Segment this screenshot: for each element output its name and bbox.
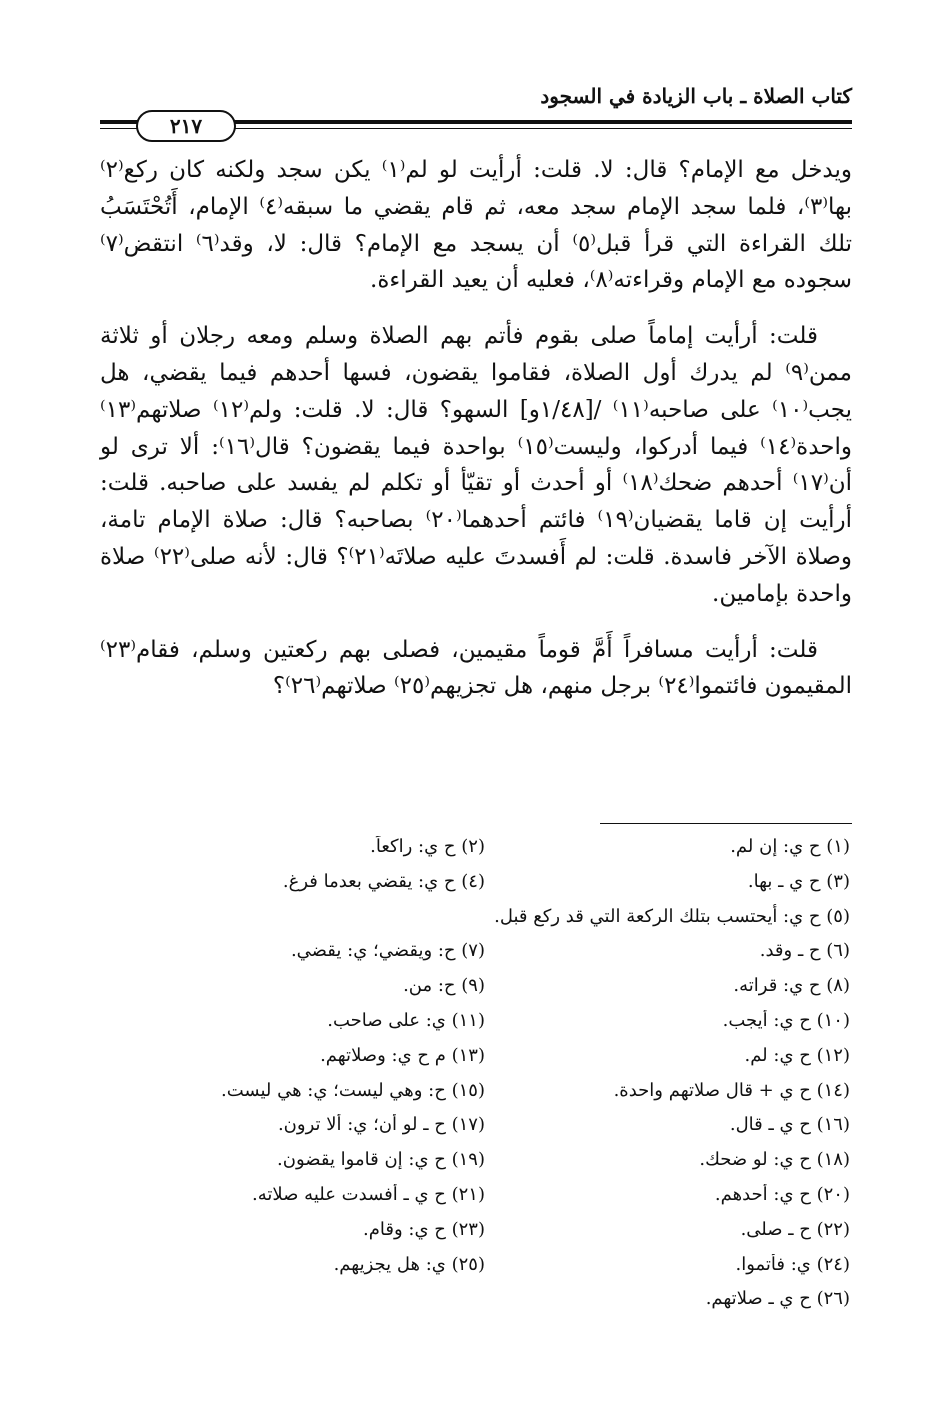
footnote: (١٦) ح ي ـ قال. (729, 1114, 850, 1136)
footnote: (٢٢) ح ـ صلى. (740, 1218, 850, 1240)
footnote-row (120, 1114, 850, 1149)
footnote: (٢٠) ح ي: أحدهم. (714, 1183, 850, 1205)
footnote: (١٥) ح: وهي ليست؛ ي: هي ليست. (221, 1079, 485, 1101)
paragraph-3: قلت: أرأيت مسافراً أَمَّ قوماً مقيمين، فصلى بهم ركعتين وسلم، فقام⁽٢٣⁾ المقيمون فائتموا⁽٢٤⁾ برجل منهم، هل تجزيهم⁽٢٥⁾ صلاتهم⁽٢٦⁾؟ (100, 636, 852, 700)
footnote-row (120, 871, 850, 906)
footnote-row (120, 940, 850, 975)
footnote: (٣) ح ي ـ بها. (747, 870, 850, 892)
paragraph-2: قلت: أرأيت إماماً صلى بقوم فأتم بهم الصلاة وسلم ومعه رجلان أو ثلاثة ممن⁽٩⁾ لم يدرك أول الصلاة، فقاموا يقضون، فسها أحدهم فيما يقضي، هل يجب⁽١٠⁾ على صاحبه⁽١١⁾ /[١/٤٨و] السهو؟ قال: لا. قلت: ولم⁽١٢⁾ صلاتهم⁽١٣⁾ واحدة⁽١٤⁾ فيما أدركوا، وليست⁽١٥⁾ بواحدة فيما يقضون؟ قال⁽١٦⁾: ألا ترى لو أن⁽١٧⁾ أحدهم ضحك⁽١٨⁾ أو أحدث أو تقيّأ أو تكلم لم يفسد على صاحبه. قلت: أرأيت إن قاما يقضيان⁽١٩⁾ فائتم أحدهما⁽٢٠⁾ بصاحبه؟ قال: صلاة الإمام تامة، وصلاة الآخر فاسدة. قلت: لم أَفسدتَ عليه صلاتَه⁽٢١⁾؟ قال: لأنه صلى⁽٢٢⁾ صلاة واحدة بإمامين. (100, 323, 853, 607)
footnote: (٦) ح ـ وقد. (759, 940, 850, 962)
footnote-separator (600, 823, 852, 824)
footnote: (١٨) ح ي: لو ضحك. (699, 1149, 850, 1171)
footnotes (120, 836, 850, 1323)
running-header (100, 78, 852, 138)
footnote: (٢) ح ي: راكعاً. (370, 836, 485, 857)
footnote: (٨) ح ي: قراته. (733, 975, 850, 997)
footnote: (٥) ح ي: أيحتسب بتلك الركعة التي قد ركع قبل. (494, 905, 850, 927)
footnote-row (120, 1184, 850, 1219)
header-title: كتاب الصلاة ـ باب الزيادة في السجود (540, 84, 852, 108)
paragraph-1: ويدخل مع الإمام؟ قال: لا. قلت: أرأيت لو لم⁽١⁾ يكن سجد ولكنه كان ركع⁽٢⁾ بها⁽٣⁾، فلما سجد الإمام سجد معه، ثم قام يقضي ما سبقه⁽٤⁾ الإمام، أَتُحْتَسَبُ تلك القراءة التي قرأ قبل⁽٥⁾ أن يسجد مع الإمام؟ قال: لا، وقد⁽٦⁾ انتقض⁽٧⁾ سجوده مع الإمام وقراءته⁽٨⁾، فعليه أن يعيد القراءة. (100, 157, 853, 294)
footnote: (٢٦) ح ي ـ صلاتهم. (705, 1288, 850, 1310)
footnote: (٧) ح: ويقضي؛ ي: يقضي. (290, 940, 485, 962)
footnote-row (120, 906, 850, 941)
footnote: (١٩) ح ي: إن قاموا يقضون. (277, 1149, 485, 1171)
footnote-row (120, 1149, 850, 1184)
footnote-row (120, 1288, 850, 1323)
footnote-row (120, 1045, 850, 1080)
footnote: (١) ح ي: إن لم. (730, 836, 850, 857)
footnote: (٢٣) ح ي: وقام. (363, 1218, 485, 1240)
footnote: (٢٥) ي: هل يجزيهم. (333, 1253, 485, 1275)
footnote-row (120, 836, 850, 871)
footnote-row (120, 1219, 850, 1254)
footnote: (١٢) ح ي: لم. (744, 1044, 850, 1066)
main-text (100, 152, 852, 724)
footnote: (١١) ي: على صاحب. (327, 1009, 485, 1031)
footnote-row (120, 1080, 850, 1115)
footnote: (٤) ح ي: يقضي بعدما فرغ. (282, 870, 485, 892)
footnote: (٢١) ح ي ـ أفسدت عليه صلاته. (252, 1183, 485, 1205)
footnote-row (120, 1254, 850, 1289)
footnote: (٢٤) ي: فأتموا. (735, 1253, 850, 1275)
footnote-row (120, 975, 850, 1010)
footnote: (١٧) ح ـ لو أن؛ ي: ألا ترون. (277, 1114, 485, 1136)
footnote: (١٣) م ح ي: وصلاتهم. (320, 1044, 485, 1066)
page-number: ٢١٧ (136, 110, 236, 142)
footnote: (١٤) ح ي + قال صلاتهم واحدة. (613, 1079, 850, 1101)
footnote: (١٠) ح ي: أيجب. (722, 1009, 850, 1031)
footnote: (٩) ح: من. (403, 975, 485, 997)
footnote-row (120, 1010, 850, 1045)
